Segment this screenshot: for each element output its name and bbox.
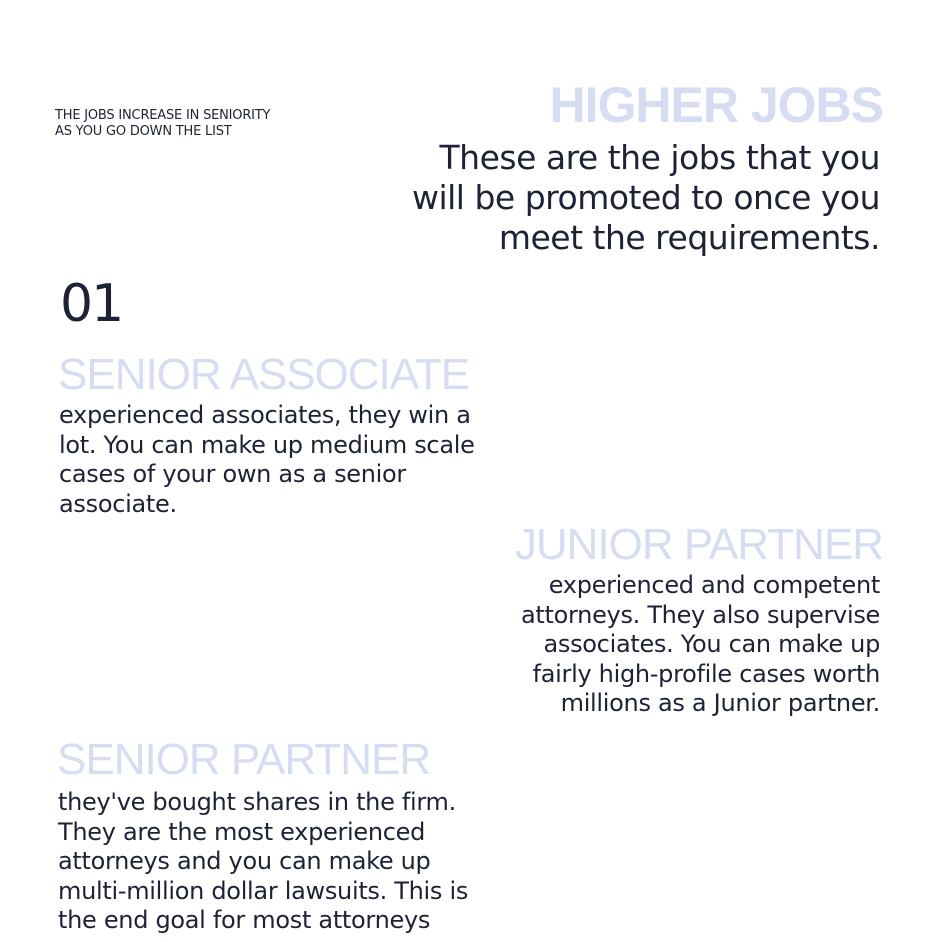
seniority-note-line-2: AS YOU GO DOWN THE LIST xyxy=(55,124,232,139)
seniority-note xyxy=(55,108,270,140)
page-subtitle: These are the jobs that you will be promoted to once you meet the requirements. xyxy=(411,138,880,257)
job-description-junior-partner: experienced and competent attorneys. They also supervise associates. You can make up fairly high-profile cases worth millions as a Junior partner. xyxy=(521,571,880,717)
seniority-note-line-1: THE JOBS INCREASE IN SENIORITY xyxy=(55,108,271,123)
job-title-senior-partner: SENIOR PARTNER xyxy=(57,735,431,784)
job-description-senior-partner: they've bought shares in the firm. They are the most experienced attorneys and you can make up multi-million dollar lawsuits. This is the end goal for most attorneys xyxy=(58,788,469,934)
section-number: 01 xyxy=(60,274,123,334)
job-title-senior-associate: SENIOR ASSOCIATE xyxy=(58,350,470,399)
page-title: HIGHER JOBS xyxy=(549,77,883,133)
job-title-junior-partner: JUNIOR PARTNER xyxy=(514,520,883,569)
job-description-senior-associate: experienced associates, they win a lot. You can make up medium scale cases of your own as a senior associate. xyxy=(59,401,475,518)
